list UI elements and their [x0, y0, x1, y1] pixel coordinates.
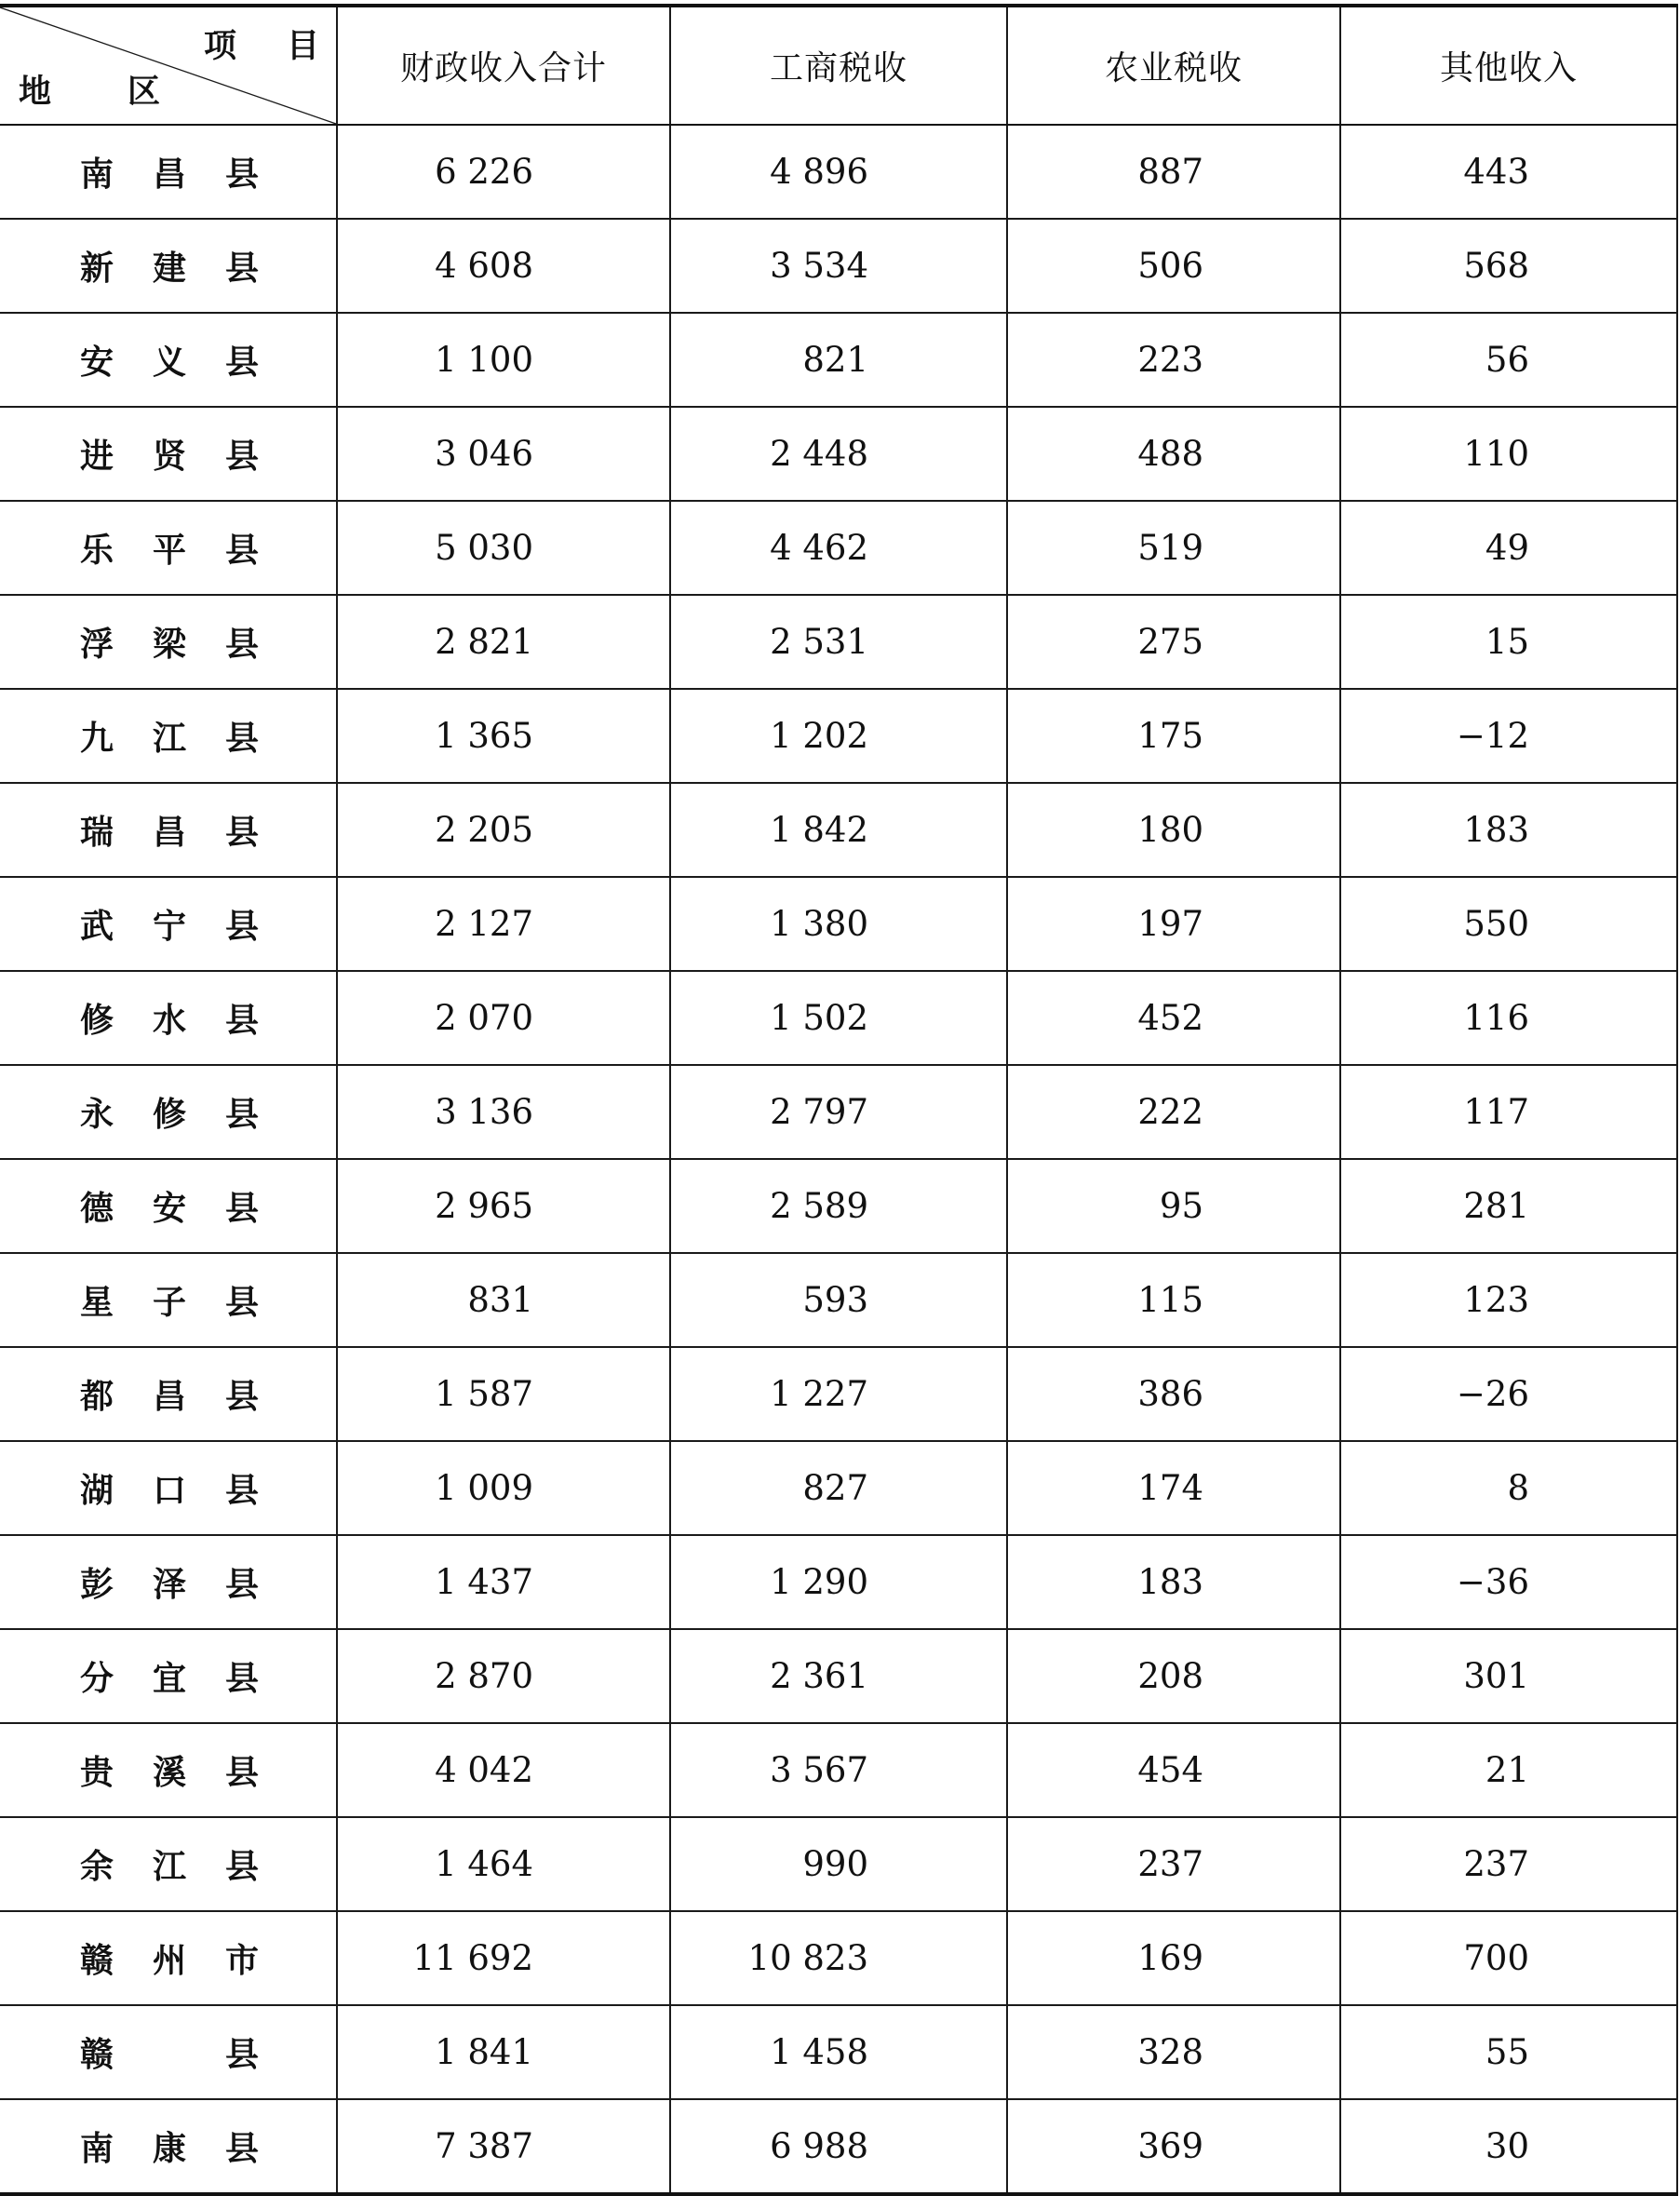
cell-other-revenue: 30 — [1340, 2099, 1677, 2194]
cell-other-revenue: 56 — [1340, 313, 1677, 407]
cell-agricultural-tax: 223 — [1007, 313, 1340, 407]
cell-agricultural-tax: 95 — [1007, 1159, 1340, 1253]
region-name: 浮梁县 — [80, 626, 299, 664]
cell-region — [0, 313, 337, 407]
cell-region — [0, 2099, 337, 2194]
region-name: 进贤县 — [80, 438, 299, 476]
cell-total-revenue: 1 365 — [337, 689, 670, 783]
cell-industrial-commercial-tax: 1 502 — [670, 971, 1007, 1065]
cell-industrial-commercial-tax: 1 202 — [670, 689, 1007, 783]
cell-industrial-commercial-tax: 1 842 — [670, 783, 1007, 877]
region-name: 乐平县 — [80, 532, 299, 570]
region-name: 余江县 — [80, 1848, 299, 1886]
cell-industrial-commercial-tax: 1 227 — [670, 1347, 1007, 1441]
cell-region — [0, 1347, 337, 1441]
header-row — [0, 6, 1677, 125]
cell-other-revenue: −36 — [1340, 1535, 1677, 1629]
table-row — [0, 219, 1677, 313]
cell-industrial-commercial-tax: 2 531 — [670, 595, 1007, 689]
cell-region — [0, 1817, 337, 1911]
cell-agricultural-tax: 454 — [1007, 1723, 1340, 1817]
table-body — [0, 125, 1677, 2194]
cell-agricultural-tax: 183 — [1007, 1535, 1340, 1629]
cell-agricultural-tax: 369 — [1007, 2099, 1340, 2194]
cell-total-revenue: 6 226 — [337, 125, 670, 219]
cell-total-revenue: 3 136 — [337, 1065, 670, 1159]
cell-total-revenue: 1 841 — [337, 2005, 670, 2099]
cell-other-revenue: 49 — [1340, 501, 1677, 595]
cell-region — [0, 783, 337, 877]
cell-total-revenue: 1 587 — [337, 1347, 670, 1441]
cell-industrial-commercial-tax: 1 380 — [670, 877, 1007, 971]
column-header-other-revenue: 其他收入 — [1340, 6, 1677, 125]
cell-region — [0, 1723, 337, 1817]
cell-other-revenue: 550 — [1340, 877, 1677, 971]
cell-industrial-commercial-tax: 1 290 — [670, 1535, 1007, 1629]
cell-other-revenue: 123 — [1340, 1253, 1677, 1347]
cell-agricultural-tax: 887 — [1007, 125, 1340, 219]
cell-industrial-commercial-tax: 3 534 — [670, 219, 1007, 313]
cell-total-revenue: 1 437 — [337, 1535, 670, 1629]
cell-agricultural-tax: 115 — [1007, 1253, 1340, 1347]
table-row — [0, 1911, 1677, 2005]
table-row — [0, 1347, 1677, 1441]
table-row — [0, 1159, 1677, 1253]
cell-total-revenue: 2 965 — [337, 1159, 670, 1253]
cell-agricultural-tax: 208 — [1007, 1629, 1340, 1723]
table-row — [0, 2099, 1677, 2194]
region-name: 永修县 — [80, 1096, 299, 1134]
cell-agricultural-tax: 386 — [1007, 1347, 1340, 1441]
cell-agricultural-tax: 169 — [1007, 1911, 1340, 2005]
cell-industrial-commercial-tax: 6 988 — [670, 2099, 1007, 2194]
region-name: 南昌县 — [80, 155, 299, 194]
region-name: 贵溪县 — [80, 1754, 299, 1792]
cell-other-revenue: 443 — [1340, 125, 1677, 219]
cell-industrial-commercial-tax: 2 448 — [670, 407, 1007, 501]
table-row — [0, 1535, 1677, 1629]
row-caption: 地区 — [19, 74, 237, 111]
cell-region — [0, 1065, 337, 1159]
table-row — [0, 313, 1677, 407]
cell-region — [0, 1441, 337, 1535]
table-row — [0, 1723, 1677, 1817]
table-row — [0, 125, 1677, 219]
cell-industrial-commercial-tax: 990 — [670, 1817, 1007, 1911]
cell-region — [0, 689, 337, 783]
cell-total-revenue: 7 387 — [337, 2099, 670, 2194]
region-name: 武宁县 — [80, 908, 299, 946]
cell-region — [0, 1535, 337, 1629]
cell-other-revenue: 116 — [1340, 971, 1677, 1065]
cell-agricultural-tax: 237 — [1007, 1817, 1340, 1911]
column-header-agricultural-tax: 农业税收 — [1007, 6, 1340, 125]
cell-industrial-commercial-tax: 4 462 — [670, 501, 1007, 595]
cell-agricultural-tax: 519 — [1007, 501, 1340, 595]
cell-total-revenue: 11 692 — [337, 1911, 670, 2005]
cell-industrial-commercial-tax: 1 458 — [670, 2005, 1007, 2099]
table-row — [0, 2005, 1677, 2099]
cell-other-revenue: 55 — [1340, 2005, 1677, 2099]
cell-region — [0, 219, 337, 313]
cell-region — [0, 407, 337, 501]
cell-region — [0, 595, 337, 689]
fiscal-revenue-table — [0, 4, 1678, 2196]
cell-other-revenue: 8 — [1340, 1441, 1677, 1535]
region-name: 分宜县 — [80, 1660, 299, 1698]
cell-agricultural-tax: 506 — [1007, 219, 1340, 313]
cell-industrial-commercial-tax: 2 361 — [670, 1629, 1007, 1723]
cell-total-revenue: 2 070 — [337, 971, 670, 1065]
cell-total-revenue: 3 046 — [337, 407, 670, 501]
cell-other-revenue: 237 — [1340, 1817, 1677, 1911]
region-name: 修水县 — [80, 1002, 299, 1040]
cell-region — [0, 1253, 337, 1347]
region-name: 星子县 — [80, 1284, 299, 1322]
cell-total-revenue: 4 608 — [337, 219, 670, 313]
cell-region — [0, 1629, 337, 1723]
table-row — [0, 407, 1677, 501]
cell-industrial-commercial-tax: 593 — [670, 1253, 1007, 1347]
cell-region — [0, 877, 337, 971]
cell-region — [0, 971, 337, 1065]
cell-other-revenue: 568 — [1340, 219, 1677, 313]
cell-total-revenue: 2 205 — [337, 783, 670, 877]
column-header-total-revenue: 财政收入合计 — [337, 6, 670, 125]
region-name: 瑞昌县 — [80, 814, 299, 852]
region-name: 九江县 — [80, 720, 299, 758]
cell-industrial-commercial-tax: 4 896 — [670, 125, 1007, 219]
cell-other-revenue: 700 — [1340, 1911, 1677, 2005]
corner-header-cell — [0, 6, 370, 125]
column-header-industrial-commercial-tax: 工商税收 — [670, 6, 1007, 125]
region-name: 南康县 — [80, 2130, 299, 2168]
cell-other-revenue: −12 — [1340, 689, 1677, 783]
region-name: 赣 县 — [80, 2036, 299, 2074]
cell-agricultural-tax: 197 — [1007, 877, 1340, 971]
table-row — [0, 783, 1677, 877]
cell-total-revenue: 5 030 — [337, 501, 670, 595]
cell-other-revenue: 117 — [1340, 1065, 1677, 1159]
cell-industrial-commercial-tax: 2 797 — [670, 1065, 1007, 1159]
cell-agricultural-tax: 175 — [1007, 689, 1340, 783]
table-row — [0, 1629, 1677, 1723]
cell-industrial-commercial-tax: 821 — [670, 313, 1007, 407]
region-name: 湖口县 — [80, 1472, 299, 1510]
cell-other-revenue: 281 — [1340, 1159, 1677, 1253]
cell-total-revenue: 1 009 — [337, 1441, 670, 1535]
cell-other-revenue: 21 — [1340, 1723, 1677, 1817]
region-name: 德安县 — [80, 1190, 299, 1228]
cell-total-revenue: 1 100 — [337, 313, 670, 407]
cell-agricultural-tax: 452 — [1007, 971, 1340, 1065]
cell-agricultural-tax: 275 — [1007, 595, 1340, 689]
cell-total-revenue: 2 870 — [337, 1629, 670, 1723]
cell-agricultural-tax: 488 — [1007, 407, 1340, 501]
cell-total-revenue: 4 042 — [337, 1723, 670, 1817]
cell-region — [0, 1159, 337, 1253]
table-row — [0, 1441, 1677, 1535]
cell-agricultural-tax: 328 — [1007, 2005, 1340, 2099]
region-name: 安义县 — [80, 344, 299, 382]
cell-industrial-commercial-tax: 2 589 — [670, 1159, 1007, 1253]
cell-region — [0, 125, 337, 219]
cell-region — [0, 1911, 337, 2005]
cell-industrial-commercial-tax: 827 — [670, 1441, 1007, 1535]
region-name: 都昌县 — [80, 1378, 299, 1416]
cell-other-revenue: 301 — [1340, 1629, 1677, 1723]
table-row — [0, 689, 1677, 783]
table-row — [0, 1253, 1677, 1347]
region-name: 彭泽县 — [80, 1566, 299, 1604]
cell-other-revenue: 110 — [1340, 407, 1677, 501]
cell-total-revenue: 1 464 — [337, 1817, 670, 1911]
cell-region — [0, 2005, 337, 2099]
cell-total-revenue: 2 127 — [337, 877, 670, 971]
table-row — [0, 1065, 1677, 1159]
cell-agricultural-tax: 222 — [1007, 1065, 1340, 1159]
cell-other-revenue: 15 — [1340, 595, 1677, 689]
table-row — [0, 595, 1677, 689]
region-name: 新建县 — [80, 249, 299, 288]
cell-industrial-commercial-tax: 3 567 — [670, 1723, 1007, 1817]
table-row — [0, 1817, 1677, 1911]
cell-region — [0, 501, 337, 595]
table-row — [0, 501, 1677, 595]
cell-total-revenue: 2 821 — [337, 595, 670, 689]
cell-total-revenue: 831 — [337, 1253, 670, 1347]
cell-other-revenue: −26 — [1340, 1347, 1677, 1441]
cell-other-revenue: 183 — [1340, 783, 1677, 877]
region-name: 赣州市 — [80, 1942, 299, 1980]
column-caption: 项目 — [203, 28, 370, 65]
cell-agricultural-tax: 174 — [1007, 1441, 1340, 1535]
cell-industrial-commercial-tax: 10 823 — [670, 1911, 1007, 2005]
cell-agricultural-tax: 180 — [1007, 783, 1340, 877]
table-row — [0, 971, 1677, 1065]
table-row — [0, 877, 1677, 971]
